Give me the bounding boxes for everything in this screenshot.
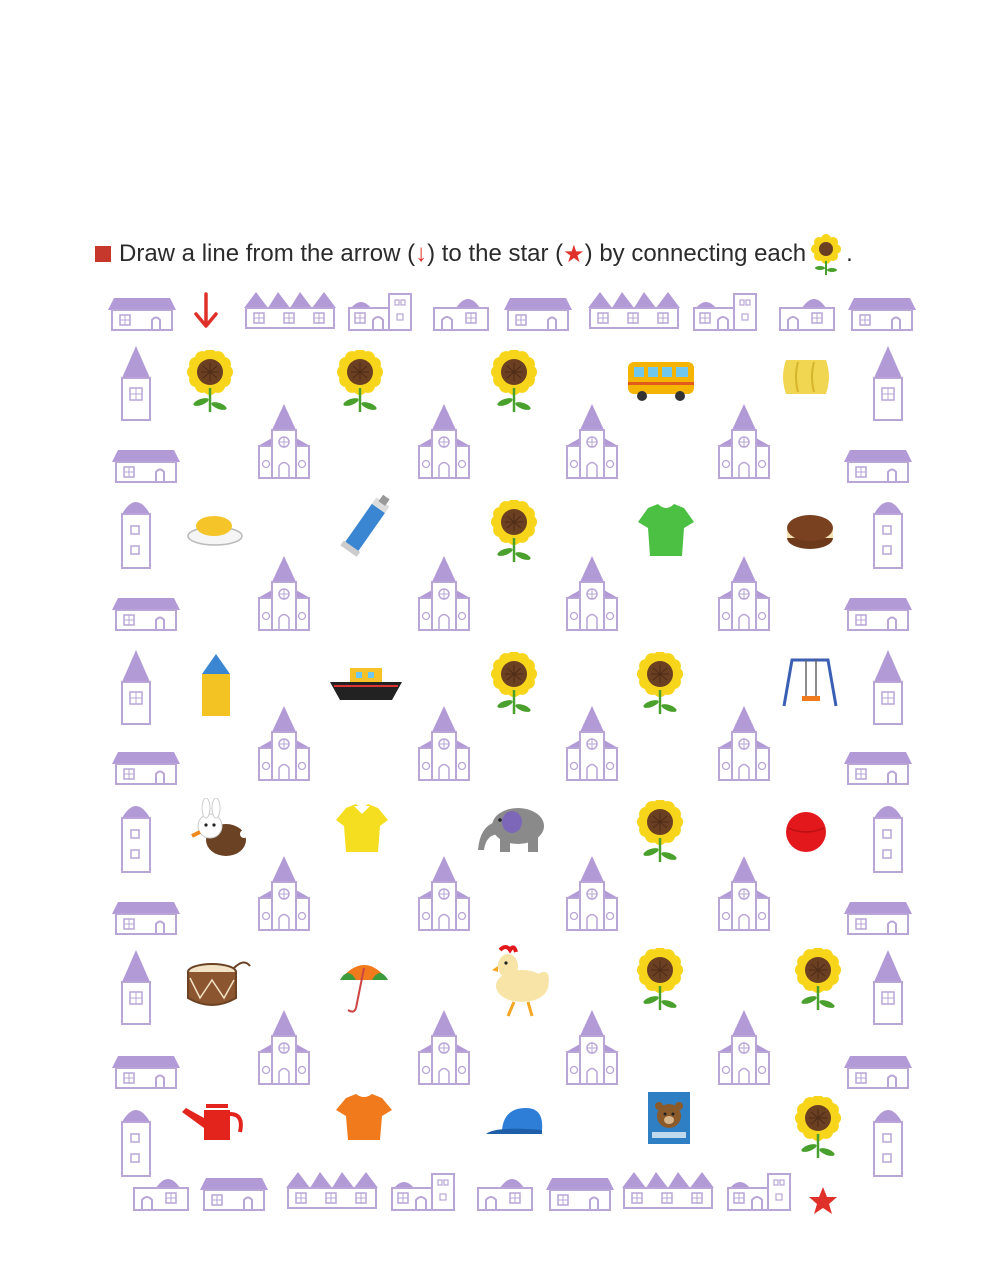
yellow-blouse-icon — [336, 802, 388, 854]
instruction-suffix: ) by connecting each — [584, 240, 807, 267]
church-icon — [408, 404, 480, 480]
church-icon — [248, 706, 320, 782]
sunflower-icon — [794, 948, 842, 1012]
tall-house-icon — [870, 346, 906, 422]
rabbit-icon — [186, 798, 252, 862]
tall-dome-house-icon — [118, 496, 154, 570]
swing-icon — [778, 658, 842, 708]
church-icon — [408, 1010, 480, 1086]
house-icon — [112, 588, 180, 632]
dome-house-icon — [778, 288, 836, 332]
tall-house-icon — [870, 650, 906, 726]
house-icon — [844, 1046, 912, 1090]
house-icon — [112, 892, 180, 936]
house-row-icon — [244, 286, 336, 330]
boat-icon — [330, 664, 402, 704]
house-icon — [200, 1168, 268, 1212]
sunflower-icon — [636, 652, 684, 716]
tall-dome-house-icon — [870, 1104, 906, 1178]
tower-house-icon — [726, 1168, 792, 1212]
tall-dome-house-icon — [870, 800, 906, 874]
toy-block-icon — [200, 652, 232, 718]
house-icon — [844, 588, 912, 632]
church-icon — [556, 706, 628, 782]
sunflower-icon — [490, 652, 538, 716]
house-row-icon — [622, 1166, 714, 1210]
blue-cap-icon — [486, 1106, 546, 1142]
umbrella-icon — [336, 956, 392, 1016]
church-icon — [708, 706, 780, 782]
drum-icon — [186, 958, 252, 1010]
house-icon — [112, 1046, 180, 1090]
house-icon — [108, 288, 176, 332]
church-icon — [556, 1010, 628, 1086]
tall-dome-house-icon — [870, 496, 906, 570]
church-icon — [408, 556, 480, 632]
house-icon — [112, 742, 180, 786]
dome-house-icon — [476, 1168, 534, 1212]
house-icon — [504, 288, 572, 332]
dorayaki-icon — [786, 512, 834, 552]
house-icon — [844, 440, 912, 484]
start-arrow-icon — [193, 292, 219, 330]
star-symbol: ★ — [563, 240, 585, 268]
house-row-icon — [588, 286, 680, 330]
church-icon — [408, 706, 480, 782]
tall-house-icon — [118, 650, 154, 726]
church-icon — [556, 556, 628, 632]
church-icon — [248, 856, 320, 932]
church-icon — [708, 1010, 780, 1086]
green-tshirt-icon — [636, 502, 696, 558]
tall-house-icon — [870, 950, 906, 1026]
dome-house-icon — [432, 288, 490, 332]
instruction-prefix: Draw a line from the arrow ( — [119, 240, 416, 267]
watering-can-icon — [178, 1102, 248, 1146]
orange-tshirt-icon — [336, 1094, 392, 1142]
bear-book-icon — [646, 1090, 692, 1146]
church-icon — [556, 404, 628, 480]
house-icon — [844, 892, 912, 936]
tall-house-icon — [118, 950, 154, 1026]
house-icon — [546, 1168, 614, 1212]
tower-house-icon — [692, 288, 758, 332]
dome-house-icon — [132, 1168, 190, 1212]
church-icon — [248, 404, 320, 480]
instruction-end: . — [846, 240, 853, 267]
church-icon — [248, 556, 320, 632]
sunflower-icon — [490, 500, 538, 564]
tall-dome-house-icon — [118, 1104, 154, 1178]
church-icon — [408, 856, 480, 932]
end-star-icon — [808, 1186, 838, 1216]
house-icon — [844, 742, 912, 786]
butter-dish-icon — [186, 510, 244, 546]
rooster-icon — [484, 944, 552, 1020]
tall-dome-house-icon — [118, 800, 154, 874]
red-ball-icon — [784, 810, 828, 854]
sunflower-icon — [636, 948, 684, 1012]
paint-tube-icon — [336, 494, 392, 564]
arrow-symbol: ↓ — [415, 240, 428, 267]
church-icon — [708, 404, 780, 480]
sunflower-icon — [794, 1096, 842, 1160]
church-icon — [708, 856, 780, 932]
church-icon — [556, 856, 628, 932]
elephant-icon — [476, 806, 548, 854]
house-row-icon — [286, 1166, 378, 1210]
tower-house-icon — [390, 1168, 456, 1212]
hay-bale-icon — [780, 356, 832, 398]
house-icon — [848, 288, 916, 332]
instruction-middle: ) to the star ( — [427, 240, 564, 267]
house-icon — [112, 440, 180, 484]
sunflower-icon — [636, 800, 684, 864]
tower-house-icon — [347, 288, 413, 332]
church-icon — [708, 556, 780, 632]
sunflower-icon — [186, 350, 234, 414]
tall-house-icon — [118, 346, 154, 422]
sunflower-icon — [336, 350, 384, 414]
sunflower-icon — [490, 350, 538, 414]
church-icon — [248, 1010, 320, 1086]
school-bus-icon — [626, 356, 698, 404]
